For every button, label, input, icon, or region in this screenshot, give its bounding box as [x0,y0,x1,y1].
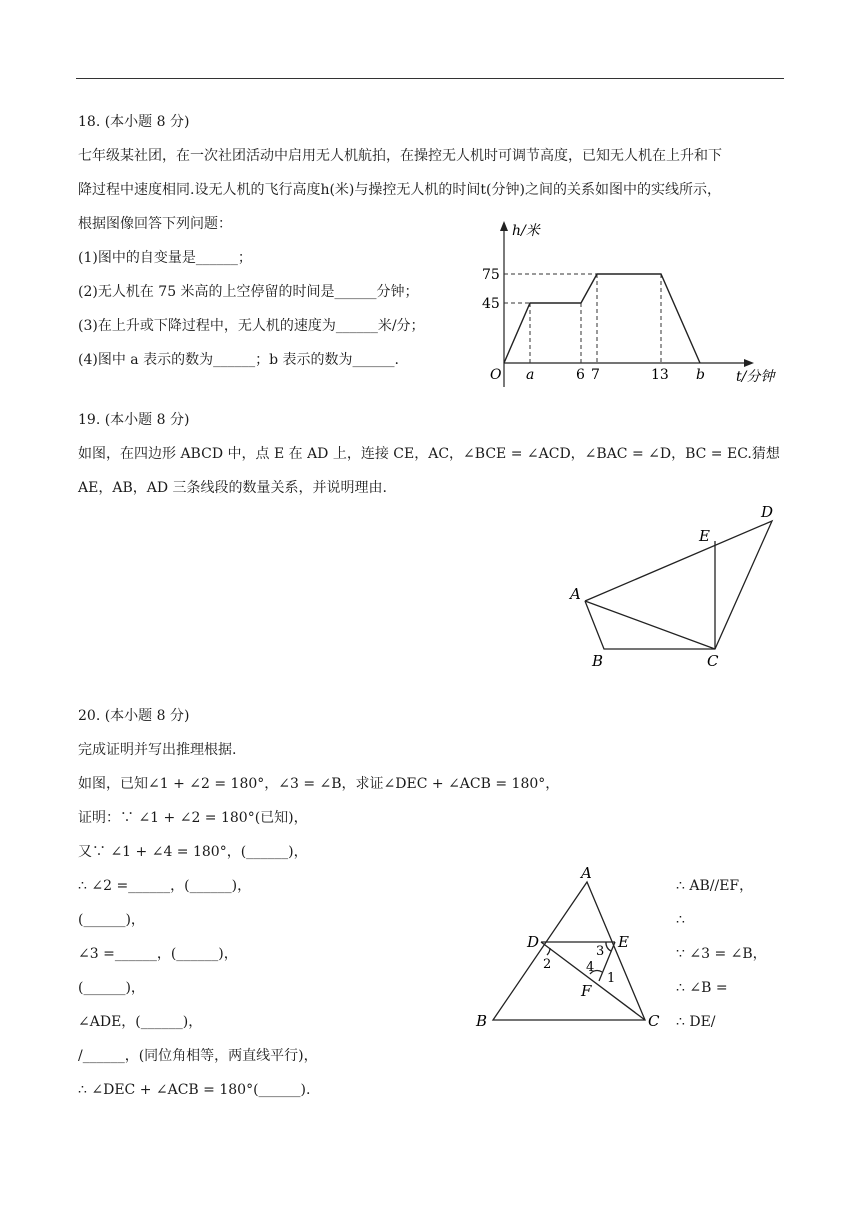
q18-sub2: (2)无人机在 75 米高的上空停留的时间是______分钟； [78,284,419,300]
q18-header: 18. (本小题 8 分) [78,114,190,130]
q18-line1: 七年级某社团，在一次社团活动中启用无人机航拍，在操控无人机时可调节高度，已知无人机在上升和下 [78,148,722,164]
q18-line3: 根据图像回答下列问题： [78,216,232,232]
label-C: C [648,1012,660,1030]
label-A: A [570,585,581,603]
label-D: D [761,503,774,521]
label-B: B [592,652,604,670]
q20-right-1: ∴ AB//EF， [676,878,754,894]
q20-right-4: ∴ ∠B = [676,980,728,996]
label-F: F [581,982,592,1000]
label-B: B [476,1012,488,1030]
q20-proof-2: 又∵ ∠1 + ∠4 = 180°，(______)， [78,844,308,860]
label-A: A [581,864,592,882]
y-axis-label: h/米 [512,223,540,239]
x-tick-b: b [696,367,705,383]
q20-proof-5: ∠3 =______，(______)， [78,946,238,962]
angle-3: 3 [596,944,605,959]
q18-sub3: (3)在上升或下降过程中，无人机的速度为______米/分； [78,318,425,334]
header-rule [76,78,784,79]
x-tick-13: 13 [651,367,669,383]
origin-label: O [490,367,502,383]
label-E: E [699,527,710,545]
q19-line2: AE，AB，AD 三条线段的数量关系，并说明理由. [78,480,387,496]
angle-4: 4 [586,960,595,975]
angle-2: 2 [543,957,552,972]
q18-height-time-graph [470,215,800,395]
label-D: D [527,933,540,951]
q18-sub1: (1)图中的自变量是______； [78,250,252,266]
q20-proof-4: (______)， [78,912,145,928]
q20-triangle-figure [470,860,670,1035]
q20-proof-1: 证明：∵ ∠1 + ∠2 = 180°(已知)， [78,810,308,826]
q18-sub4: (4)图中 a 表示的数为______；b 表示的数为______. [78,352,399,368]
y-tick-75: 75 [482,267,500,283]
x-axis-label: t/分钟 [736,369,775,385]
x-tick-6: 6 [576,367,585,383]
q20-right-3: ∵ ∠3 = ∠B， [676,946,767,962]
q19-quadrilateral-figure [560,498,790,673]
label-C: C [707,652,719,670]
q18-line2: 降过程中速度相同.设无人机的飞行高度h(米)与操控无人机的时间t(分钟)之间的关系如图中的实线所示， [78,182,721,198]
q20-given: 如图，已知∠1 + ∠2 = 180°，∠3 = ∠B，求证∠DEC + ∠ACB = 180°， [78,776,560,792]
x-tick-a: a [526,367,535,383]
q20-right-2: ∴ [676,912,685,928]
q20-proof-6: (______)， [78,980,145,996]
q20-right-5: ∴ DE/ [676,1014,716,1030]
x-tick-7: 7 [591,367,600,383]
q20-proof-8: /______，(同位角相等，两直线平行)， [78,1048,318,1064]
q20-intro: 完成证明并写出推理根据. [78,742,237,758]
q19-header: 19. (本小题 8 分) [78,412,190,428]
angle-1: 1 [607,971,616,986]
label-E: E [618,933,629,951]
q20-proof-9: ∴ ∠DEC + ∠ACB = 180°(______). [78,1082,311,1098]
q19-line1: 如图，在四边形 ABCD 中，点 E 在 AD 上，连接 CE，AC，∠BCE = ∠ACD，∠BAC = ∠D，BC = EC.猜想 [78,446,780,462]
q20-proof-3: ∴ ∠2 =______，(______)， [78,878,252,894]
q20-header: 20. (本小题 8 分) [78,708,190,724]
q20-proof-7: ∠ADE，(______)， [78,1014,203,1030]
y-tick-45: 45 [482,296,500,312]
